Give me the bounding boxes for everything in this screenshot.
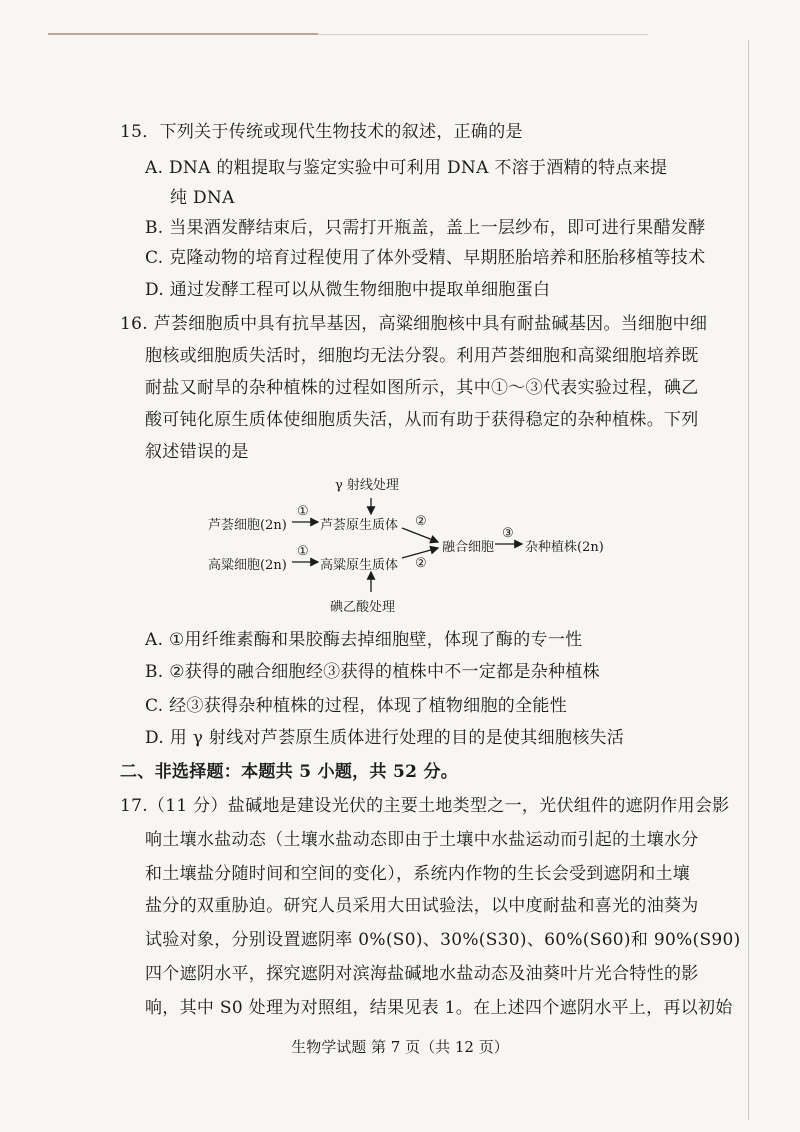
gamma-ray-label: γ 射线处理 [335,478,399,493]
q16-stem-line2: 胞核或细胞质失活时，细胞均无法分裂。利用芦荟细胞和高粱细胞培养既 [145,346,699,366]
sorghum-protoplast-label: 高粱原生质体 [320,558,399,573]
step2-aloe-label: ② [415,514,427,529]
aloe-cell-label: 芦荟细胞(2n) [208,518,287,533]
q15-stem: 15．下列关于传统或现代生物技术的叙述，正确的是 [120,122,523,142]
aloe-protoplast-label: 芦荟原生质体 [320,518,399,533]
q17-line5: 试验对象，分别设置遮阴率 0%(S0)、30%(S30)、60%(S60)和 90%(S90) [145,930,741,950]
q17-line3: 和土壤盐分随时间和空间的变化），系统内作物的生长会受到遮阴和土壤 [145,864,691,884]
scan-edge [748,40,749,1120]
q15-option-c: C. 克隆动物的培育过程使用了体外受精、早期胚胎培养和胚胎移植等技术 [145,248,706,268]
section-heading: 二、非选择题：本题共 5 小题，共 52 分。 [120,762,459,782]
iodoacetic-acid-label: 碘乙酸处理 [330,600,396,615]
q16-option-a: A. ①用纤维素酶和果胶酶去掉细胞壁，体现了酶的专一性 [145,630,583,650]
arrow-aloe-fusion [402,528,438,542]
q16-stem-line4: 酸可钝化原生质体使细胞质失活，从而有助于获得稳定的杂种植株。下列 [145,410,699,430]
top-rule-faint [318,34,648,35]
page-footer: 生物学试题 第 7 页（共 12 页） [291,1038,509,1056]
step3-label: ③ [502,526,514,541]
q15-option-a-line2: 纯 DNA [170,188,235,208]
q16-option-b: B. ②获得的融合细胞经③获得的植株中不一定都是杂种植株 [145,662,600,682]
step1-aloe-label: ① [297,504,309,519]
fused-cell-label: 融合细胞 [442,540,495,555]
hybrid-plant-label: 杂种植株(2n) [525,540,604,555]
q16-option-d: D. 用 γ 射线对芦荟原生质体进行处理的目的是使其细胞核失活 [145,728,625,748]
q17-line1: 17.（11 分）盐碱地是建设光伏的主要土地类型之一，光伏组件的遮阴作用会影 [120,796,730,816]
hybrid-plant-process-diagram [190,470,620,620]
q17-line7: 响，其中 S0 处理为对照组，结果见表 1。在上述四个遮阴水平上，再以初始 [145,998,733,1018]
step2-sorghum-label: ② [415,556,427,571]
top-rule [48,33,318,35]
q15-option-b: B. 当果酒发酵结束后，只需打开瓶盖，盖上一层纱布，即可进行果醋发酵 [145,218,706,238]
q17-line4: 盐分的双重胁迫。研究人员采用大田试验法，以中度耐盐和喜光的油葵为 [145,896,699,916]
q16-stem-line3: 耐盐又耐旱的杂种植株的过程如图所示，其中①～③代表实验过程，碘乙 [145,378,699,398]
q15-option-a-line1: A. DNA 的粗提取与鉴定实验中可利用 DNA 不溶于酒精的特点来提 [145,158,668,178]
q16-stem-line1: 16. 芦荟细胞质中具有抗旱基因，高粱细胞核中具有耐盐碱基因。当细胞中细 [120,314,708,334]
step1-sorghum-label: ① [297,544,309,559]
sorghum-cell-label: 高粱细胞(2n) [208,558,287,573]
q16-stem-line5: 叙述错误的是 [145,442,249,462]
q17-line6: 四个遮阴水平，探究遮阴对滨海盐碱地水盐动态及油葵叶片光合特性的影 [145,964,699,984]
q17-line2: 响土壤水盐动态（土壤水盐动态即由于土壤中水盐运动而引起的土壤水分 [145,830,699,850]
q15-option-d: D. 通过发酵工程可以从微生物细胞中提取单细胞蛋白 [145,280,551,300]
q16-option-c: C. 经③获得杂种植株的过程，体现了植物细胞的全能性 [145,696,568,716]
